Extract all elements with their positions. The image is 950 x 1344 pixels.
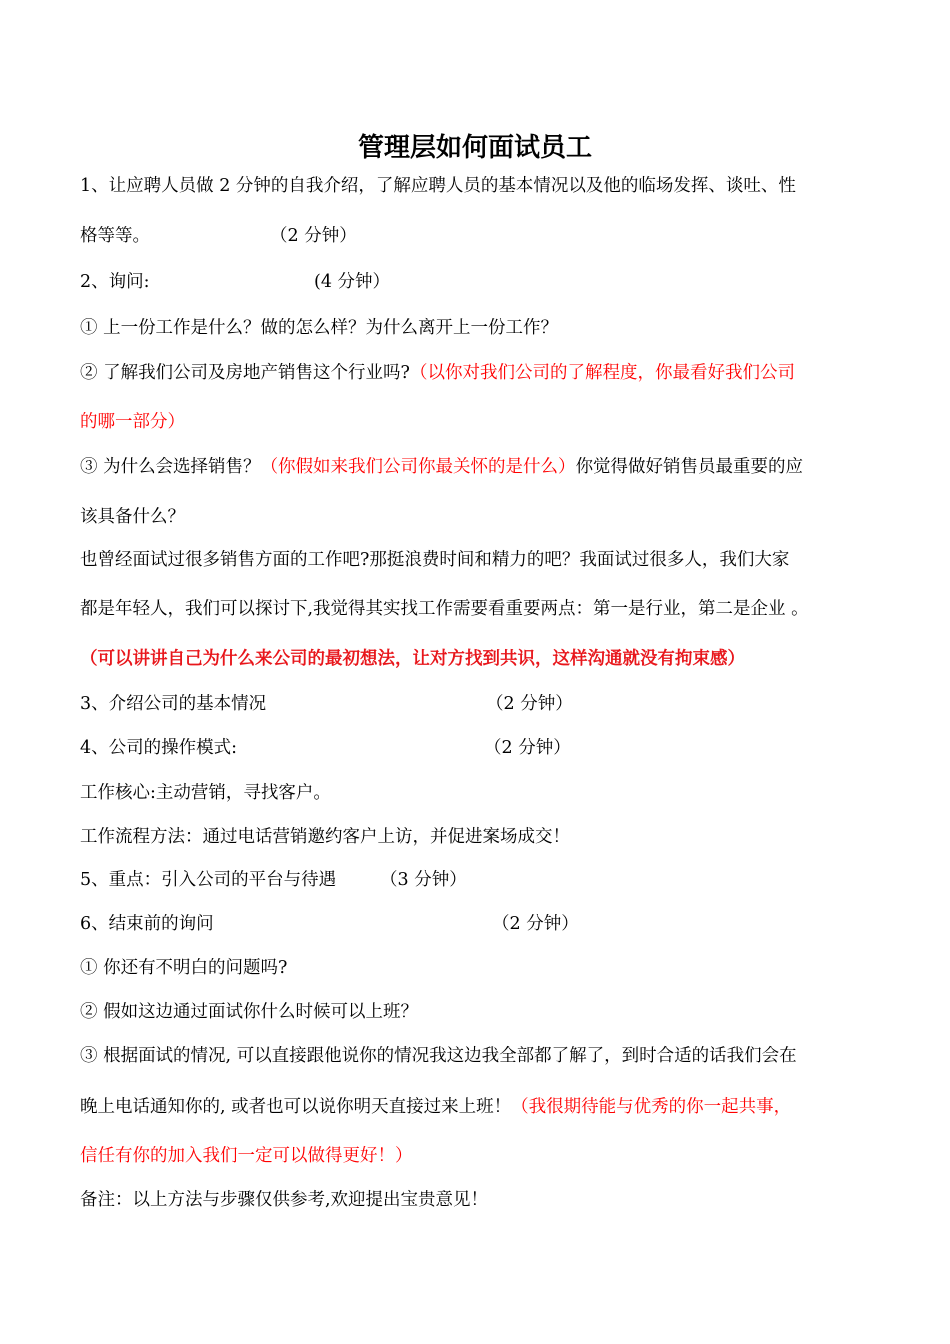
ending-question-1: ① 你还有不明白的问题吗? [80, 958, 288, 978]
ending-question-3: ③ 根据面试的情况, 可以直接跟他说你的情况我这边我全部都了解了，到时合适的话我们会在 [80, 1046, 797, 1066]
section-1-line-1: 1、让应聘人员做 2 分钟的自我介绍，了解应聘人员的基本情况以及他的临场发挥、谈吐、性 [80, 176, 796, 196]
paragraph-line-2: 都是年轻人，我们可以探讨下,我觉得其实找工作需要看重要两点：第一是行业，第二是企业 。 [80, 599, 809, 619]
question-3-text-cont: 你觉得做好销售员最重要的应 [575, 457, 804, 477]
ending-question-2: ② 假如这边通过面试你什么时候可以上班？ [80, 1002, 419, 1022]
question-3-text: ③ 为什么会选择销售？ [80, 457, 261, 477]
question-2-hint-cont: 的哪一部分） [80, 412, 185, 432]
ending-question-3-line-2 [80, 1093, 791, 1121]
question-3-hint: （你假如来我们公司你最关怀的是什么） [260, 457, 576, 477]
work-flow: 工作流程方法：通过电话营销邀约客户上访，并促进案场成交！ [80, 827, 570, 847]
question-1: ① 上一份工作是什么？做的怎么样？为什么离开上一份工作？ [80, 318, 559, 338]
section-3-label: 3、介绍公司的基本情况 [80, 694, 267, 714]
paragraph-line-1: 也曾经面试过很多销售方面的工作吧?那挺浪费时间和精力的吧？我面试过很多人，我们大家 [80, 550, 790, 570]
question-2 [80, 359, 795, 387]
section-1-line-2: 格等等。 [80, 226, 150, 246]
section-6-time: （2 分钟） [492, 914, 579, 934]
section-4-label: 4、公司的操作模式: [80, 738, 238, 758]
section-3-time: （2 分钟） [486, 694, 573, 714]
section-6-label: 6、结束前的询问 [80, 914, 214, 934]
section-2-time: (4 分钟） [314, 272, 391, 292]
section-1-time: （2 分钟） [270, 226, 357, 246]
section-5-time: （3 分钟） [380, 870, 467, 890]
paragraph-hint: （可以讲讲自己为什么来公司的最初想法，让对方找到共识，这样沟通就没有拘束感） [80, 649, 745, 669]
section-2-label: 2、询问: [80, 272, 150, 292]
question-3-line-2: 该具备什么？ [80, 507, 185, 527]
question-2-hint: （以你对我们公司的了解程度，你最看好我们公司 [409, 363, 795, 383]
ending-question-3-text: 晚上电话通知你的, 或者也可以说你明天直接过来上班！ [80, 1097, 512, 1117]
question-3 [80, 453, 803, 481]
section-4-time: （2 分钟） [484, 738, 571, 758]
work-core: 工作核心:主动营销，寻找客户。 [80, 783, 331, 803]
question-2-text: ② 了解我们公司及房地产销售这个行业吗? [80, 363, 410, 383]
ending-question-3-hint: （我很期待能与优秀的你一起共事， [511, 1097, 792, 1117]
note: 备注：以上方法与步骤仅供参考,欢迎提出宝贵意见！ [80, 1190, 489, 1210]
ending-question-3-hint-cont: 信任有你的加入我们一定可以做得更好！） [80, 1146, 413, 1166]
section-5: 5、重点：引入公司的平台与待遇 [80, 870, 337, 890]
page-title: 管理层如何面试员工 [357, 133, 592, 163]
